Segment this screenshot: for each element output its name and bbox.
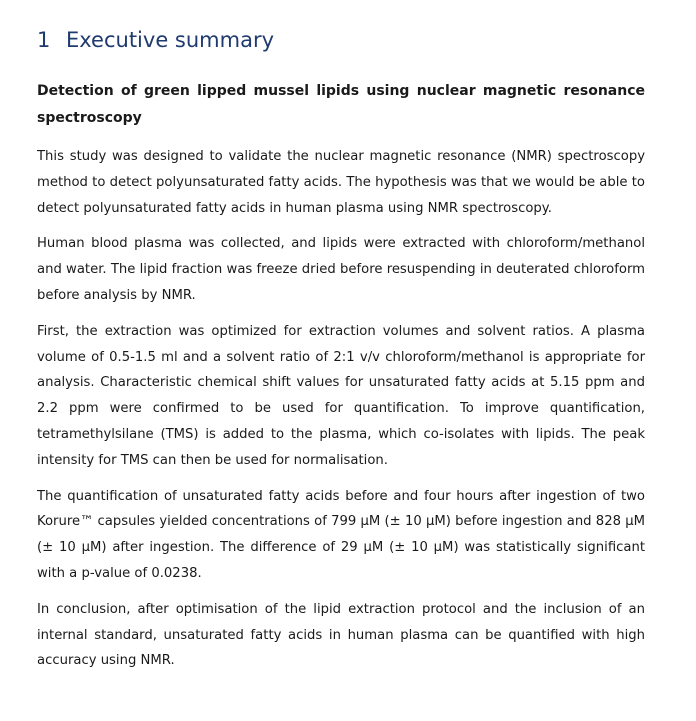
paragraph-methods: Human blood plasma was collected, and lipids were extracted with chloroform/methanol and water. The lipid fraction was freeze dried before resuspending in deuterated chloroform before analysis by NMR. [37, 236, 645, 303]
paragraph-study-purpose: This study was designed to validate the nuclear magnetic resonance (NMR) spectroscopy method to detect polyunsaturated fatty acids. The hypothesis was that we would be able to detect polyunsaturated fatty acids in human plasma using NMR spectroscopy. [37, 149, 645, 216]
section-title: Executive summary [66, 28, 275, 52]
section-number: 1 [37, 28, 51, 52]
subheading: Detection of green lipped mussel lipids using nuclear magnetic resonance spectroscopy [37, 83, 645, 126]
paragraph-optimization: First, the extraction was optimized for extraction volumes and solvent ratios. A plasma volume of 0.5-1.5 ml and a solvent ratio of 2:1 v/v chloroform/methanol is appropriate for analysis. Characteristic chemical shift values for unsaturated fatty acids at 5.15 ppm and 2.2 ppm were confirmed to be used for quantification. To improve quantification, tetramethylsilane (TMS) is added to the plasma, which co-isolates with lipids. The peak intensity for TMS can then be used for normalisation. [37, 323, 645, 468]
section-heading [37, 26, 645, 54]
paragraph-results: The quantification of unsaturated fatty acids before and four hours after ingestion of two Korure™ capsules yielded concentrations of 799 µM (± 10 µM) before ingestion and 828 µM (± 10 µM) after ingestion. The difference of 29 µM (± 10 µM) was statistically significant with a p-value of 0.0238. [37, 488, 645, 581]
paragraph-conclusion: In conclusion, after optimisation of the lipid extraction protocol and the inclusion of an internal standard, unsaturated fatty acids in human plasma can be quantified with high accuracy using NMR. [37, 601, 645, 669]
document-page [37, 26, 645, 684]
